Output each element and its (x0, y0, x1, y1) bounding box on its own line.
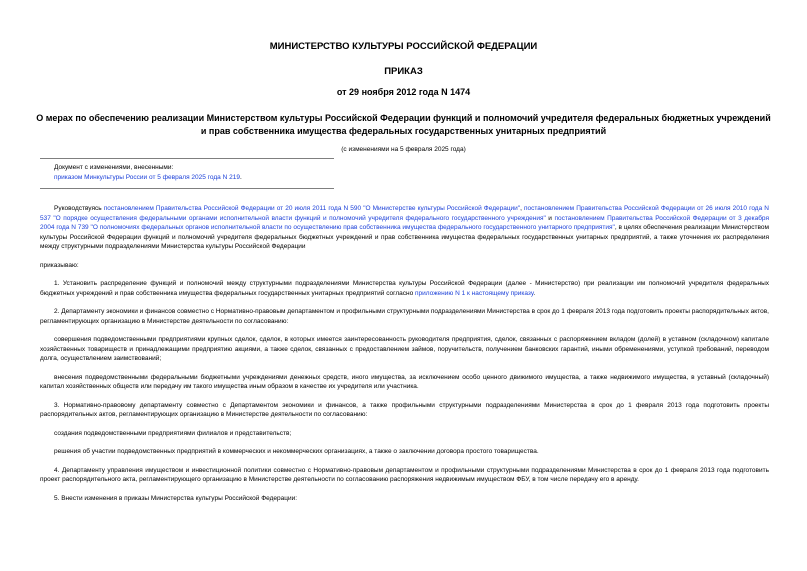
decree-739-link[interactable]: постановлением Правительства Российской Федерации от 3 декабря 2004 года N 739 "О полномочиях федеральных органов исполнительной власти по осуществлению прав собственника имущества федерального государственного унитарного предприятия" (40, 214, 769, 231)
changes-note: (с изменениями на 5 февраля 2025 года) (341, 146, 466, 153)
preamble-text: и (545, 214, 555, 222)
document-body (40, 204, 769, 503)
paragraph-2: 2. Департаменту экономики и финансов совместно с Нормативно-правовым департаментом и профильными структурными подразделениями Министерства в срок до 1 февраля 2013 года подготовить проекты распорядительных актов, регламентирующих организацию в Министерстве деятельности по согласованию: (40, 308, 769, 325)
paragraph-3-item-1: создания подведомственными предприятиями филиалов и представительств; (54, 429, 292, 437)
decree-590-link[interactable]: постановлением Правительства Российской Федерации от 20 июля 2011 года N 590 "О Министерстве культуры Российской Федерации" (103, 205, 521, 212)
document-type: ПРИКАЗ (384, 66, 423, 77)
paragraph-4: 4. Департаменту управления имуществом и инвестиционной политики совместно с Нормативно-правовым департаментом и профильными структурными подразделениями Министерства в срок до 1 февраля 2013 года подготовить проект распорядительного акта, регламентирующего организацию в Министерстве деятельности по согласованию распоряжения недвижимым имуществом ФБУ, в том числе передачу его в аренду. (40, 466, 769, 483)
paragraph-1-tail: . (533, 289, 536, 297)
paragraph-5: 5. Внести изменения в приказы Министерства культуры Российской Федерации: (54, 494, 298, 502)
appendix-1-link[interactable]: приложению N 1 к настоящему приказу (415, 289, 534, 297)
document-title: О мерах по обеспечению реализации Министерством культуры Российской Федерации функций и полномочий учредителя федеральных бюджетных учреждений и прав собственника имущества федеральных государственных унитарных предприятий (36, 113, 771, 136)
paragraph-3: 3. Нормативно-правовому департаменту совместно с Департаментом экономики и финансов, а также профильными структурными подразделениями Министерства в срок до 1 февраля 2013 года подготовить проекты распорядительных актов, регламентирующих организацию в Министерстве деятельности по согласованию: (40, 401, 769, 418)
order-word: приказываю: (40, 261, 79, 269)
paragraph-1-text: 1. Установить распределение функций и полномочий между структурными подразделениями Министерства культуры Российской Федерации (далее - Министерство) при реализации им полномочий учредителя федеральных бюджетных учреждений и прав собственника имущества федеральных государственных унитарных предприятий согласно (40, 280, 769, 297)
order-date-number: от 29 ноября 2012 года N 1474 (336, 87, 471, 97)
changes-box (40, 158, 334, 189)
paragraph-2-item-2: внесения подведомственными федеральными бюджетными учреждениями денежных средств, иного имущества, за исключением особо ценного движимого имущества, а также недвижимого имущества, в уставный (складочный) капитал хозяйственных обществ или передачу им такого имущества иным образом в качестве их учредителя или участника. (40, 373, 769, 390)
ministry-heading: МИНИСТЕРСТВО КУЛЬТУРЫ РОССИЙСКОЙ ФЕДЕРАЦИИ (269, 41, 538, 52)
changes-box-tail: . (239, 174, 242, 181)
changes-box-line (54, 173, 334, 183)
paragraph-2-item-1: совершения подведомственными предприятиями крупных сделок, сделок, в которых имеется заинтересованность руководителя предприятия, сделок, связанных с распоряжением вкладом (долей) в уставном (складочном) капитале хозяйственных товариществ и принадлежащими предприятию акциями, а также сделок, связанных с предоставлением займов, поручительств, получением банковских гарантий, иными обременениями, уступкой требований, переводом долга, осуществлением заимствований; (40, 336, 769, 362)
preamble-text: Руководствуясь (54, 205, 104, 212)
preamble-text: , в целях обеспечения реализации Министерством культуры Российской Федерации функций и полномочий учредителя федеральных бюджетных учреждений и прав собственника имущества федеральных государственных унитарных предприятий, а также уточнения их распределения между структурными подразделениями Министерства культуры Российской Федерации (40, 224, 769, 250)
paragraph-3-item-2: решения об участии подведомственных предприятий в коммерческих и некоммерческих организациях, а также о заключении договора простого товарищества. (54, 448, 539, 455)
preamble-text: , (520, 205, 525, 212)
preamble-paragraph (40, 204, 769, 252)
decree-537-link[interactable]: постановлением Правительства Российской Федерации от 26 июля 2010 года N 537 "О порядке осуществления федеральными органами исполнительной власти функций и полномочий учредителя федерального государственного учреждения" (40, 205, 769, 222)
changes-box-label: Документ с изменениями, внесенными: (54, 164, 174, 171)
paragraph-1 (40, 279, 769, 298)
amending-order-link[interactable]: приказом Минкультуры России от 5 февраля 2025 года N 219 (54, 174, 240, 181)
